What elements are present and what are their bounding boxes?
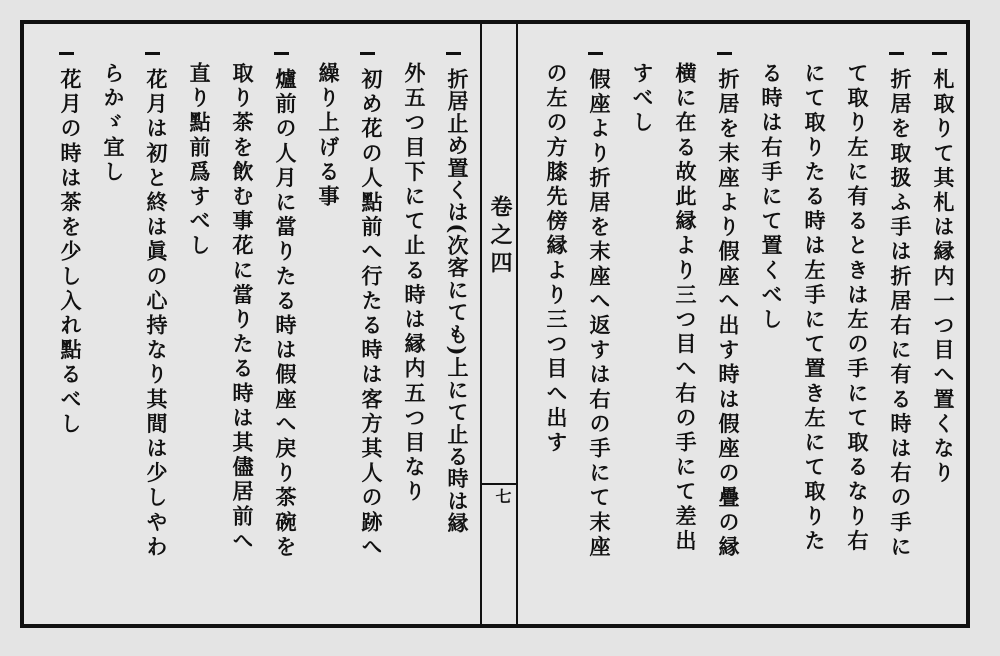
text-column: の左の方膝先傍縁より三つ目へ出す bbox=[544, 62, 569, 456]
text-column: 外五つ目下にて止る時は縁内五つ目なり bbox=[402, 62, 427, 505]
item-marker bbox=[588, 52, 603, 55]
item-marker bbox=[59, 52, 74, 55]
text-column: 札取りて其札は縁内一つ目へ置くなり bbox=[931, 68, 956, 487]
text-column: 花月は初と終は眞の心持なり其間は少しやわ bbox=[144, 68, 169, 560]
text-column: る時は右手にて置くべし bbox=[759, 62, 784, 333]
text-column: らかゞ宜し bbox=[101, 62, 126, 185]
text-column: 折居止め置くは(次客にても)上にて止る時は縁 bbox=[445, 68, 470, 535]
item-marker bbox=[932, 52, 947, 55]
text-column: 折居を末座より假座へ出す時は假座の疊の縁 bbox=[716, 68, 741, 560]
text-column: 爐前の人月に當りたる時は假座へ戻り茶碗を bbox=[273, 68, 298, 560]
text-column: 取り茶を飲む事花に當りたる時は其儘居前へ bbox=[230, 62, 255, 554]
text-column: すべし bbox=[630, 62, 655, 136]
page-number-rule bbox=[480, 483, 518, 485]
page-number: 七 bbox=[493, 488, 512, 504]
gutter-line-right bbox=[516, 20, 518, 628]
text-column: 直り點前爲すべし bbox=[187, 62, 212, 259]
item-marker bbox=[446, 52, 461, 55]
text-column: 花月の時は茶を少し入れ點るべし bbox=[58, 68, 83, 437]
text-column: 繰り上げる事 bbox=[316, 62, 341, 210]
text-column: て取り左に有るときは左の手にて取るなり右 bbox=[845, 62, 870, 554]
text-column: にて取りたる時は左手にて置き左にて取りた bbox=[802, 62, 827, 554]
text-column: 横に在る故此縁より三つ目へ右の手にて差出 bbox=[673, 62, 698, 554]
item-marker bbox=[717, 52, 732, 55]
item-marker bbox=[889, 52, 904, 55]
gutter-line-left bbox=[480, 20, 482, 628]
volume-label: 卷之四 bbox=[487, 195, 513, 279]
item-marker bbox=[145, 52, 160, 55]
item-marker bbox=[360, 52, 375, 55]
text-column: 初め花の人點前へ行たる時は客方其人の跡へ bbox=[359, 68, 384, 560]
text-column: 假座より折居を末座へ返すは右の手にて末座 bbox=[587, 68, 612, 560]
text-column: 折居を取扱ふ手は折居右に有る時は右の手に bbox=[888, 68, 913, 560]
item-marker bbox=[274, 52, 289, 55]
